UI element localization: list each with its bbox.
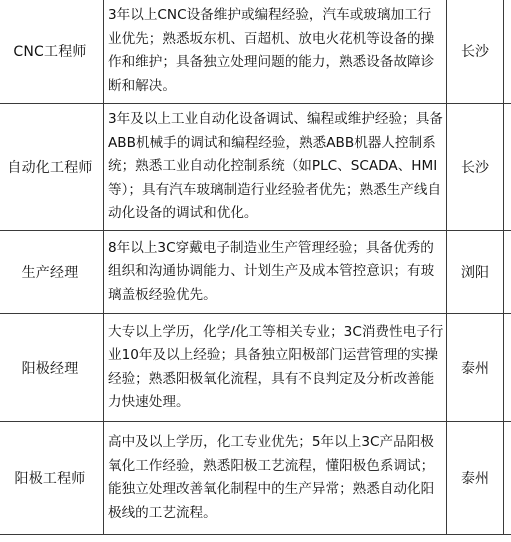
job-title-cell: 生产经理 (0, 231, 104, 314)
job-requirements-cell: 8年以上3C穿戴电子制造业生产管理经验；具备优秀的组织和沟通协调能力、计划生产及成本管控意识；有玻璃盖板经验优先。 (104, 231, 447, 314)
job-requirements-cell: 3年及以上工业自动化设备调试、编程或维护经验；具备ABB机械手的调试和编程经验，熟悉ABB机器人控制系统；熟悉工业自动化控制系统（如PLC、SCADA、HMI等）；具有汽车玻璃制造行业经验者优先；熟悉生产线自动化设备的调试和优化。 (104, 104, 447, 231)
empty-cell (504, 104, 511, 231)
job-location-cell: 泰州 (447, 314, 504, 422)
job-title-cell: 自动化工程师 (0, 104, 104, 231)
table-row (0, 0, 511, 104)
job-location-cell: 长沙 (447, 104, 504, 231)
job-requirements-cell: 3年以上CNC设备维护或编程经验，汽车或玻璃加工行业优先；熟悉坂东机、百超机、放电火花机等设备的操作和维护；具备独立处理问题的能力，熟悉设备故障诊断和解决。 (104, 0, 447, 104)
table-row (0, 314, 511, 422)
job-title-cell: 阳极工程师 (0, 422, 104, 535)
job-title-cell: 阳极经理 (0, 314, 104, 422)
empty-cell (504, 422, 511, 535)
job-requirements-cell: 高中及以上学历，化工专业优先；5年以上3C产品阳极氧化工作经验，熟悉阳极工艺流程，懂阳极色系调试；能独立处理改善氧化制程中的生产异常；熟悉自动化阳极线的工艺流程。 (104, 422, 447, 535)
job-title-cell: CNC工程师 (0, 0, 104, 104)
job-location-cell: 长沙 (447, 0, 504, 104)
table-row (0, 231, 511, 314)
empty-cell (504, 0, 511, 104)
job-location-cell: 浏阳 (447, 231, 504, 314)
job-location-cell: 泰州 (447, 422, 504, 535)
empty-cell (504, 314, 511, 422)
job-requirements-cell: 大专以上学历，化学/化工等相关专业；3C消费性电子行业10年及以上经验；具备独立阳极部门运营管理的实操经验；熟悉阳极氧化流程，具有不良判定及分析改善能力快速处理。 (104, 314, 447, 422)
table-row (0, 104, 511, 231)
empty-cell (504, 231, 511, 314)
table-row (0, 422, 511, 535)
